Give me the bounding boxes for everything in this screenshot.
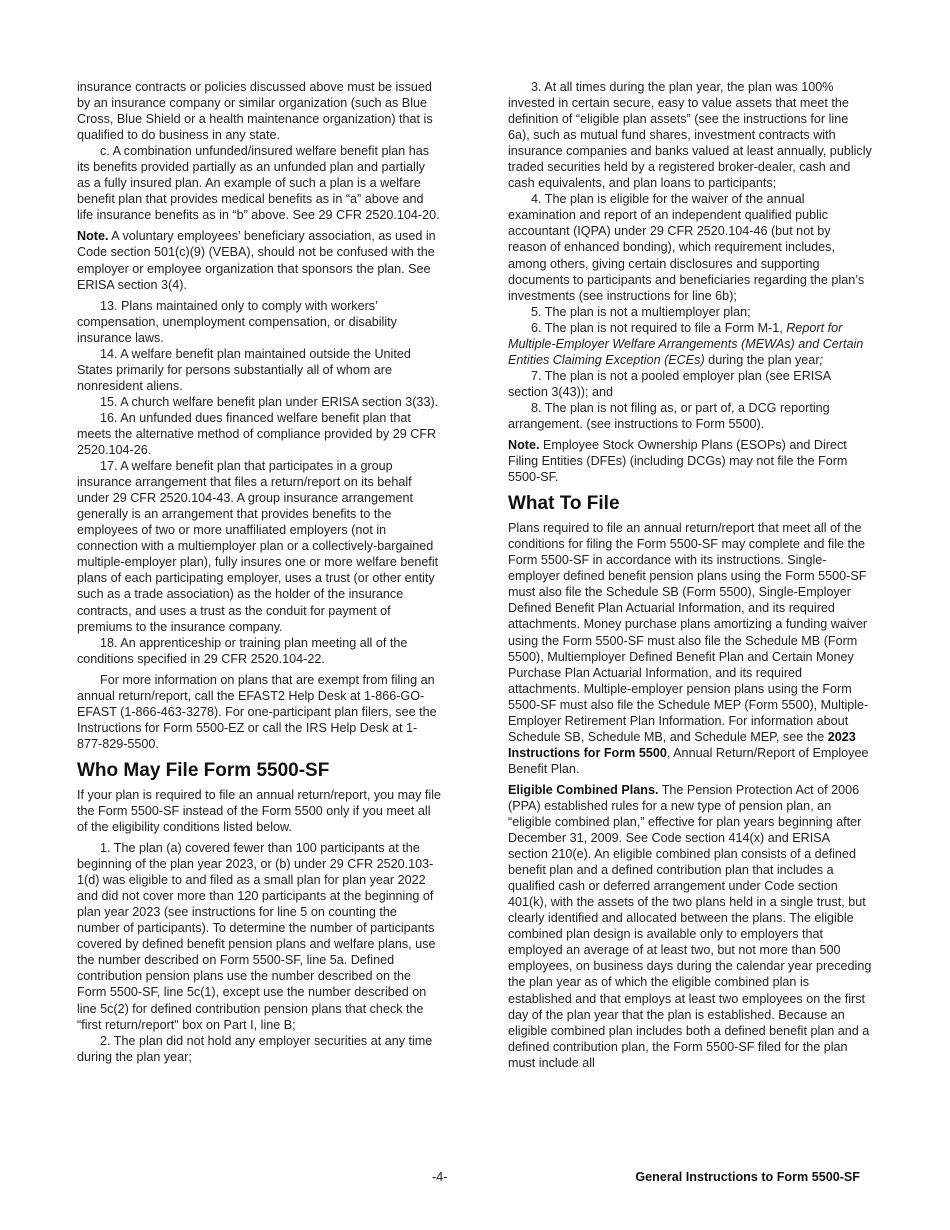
condition-6 bbox=[508, 320, 872, 368]
form-m1-title: Report for Multiple-Employer Welfare Arrangements (MEWAs) and Certain Entities Claiming Exception (ECEs) bbox=[508, 320, 864, 367]
item-14: 14. A welfare benefit plan maintained outside the United States primarily for persons substantially all of whom are nonresident aliens. bbox=[77, 346, 411, 393]
paragraph-more-info: For more information on plans that are exempt from filing an annual return/report, call the EFAST2 Help Desk at 1-866-GO-EFAST (1-866-463-3278). For one-participant plan filers, see the Instructions for Form 5500-EZ or call the IRS Help Desk at 1-877-829-5500. bbox=[77, 672, 437, 751]
eligible-combined-plans-label: Eligible Combined Plans. bbox=[508, 782, 659, 797]
item-16: 16. An unfunded dues financed welfare benefit plan that meets the alternative method of compliance provided by 29 CFR 2520.104-26. bbox=[77, 410, 437, 458]
condition-6-end: during the plan year bbox=[704, 352, 820, 367]
item-17: 17. A welfare benefit plan that participates in a group insurance arrangement that files a return/report on its behalf under 29 CFR 2520.104-43. A group insurance arrangement generally is an arrangement that provides benefits to the employees of two or more unaffiliated employers (not in connection with a multiemployer plan or a collectively-bargained multiple-employer plan), fully insures one or more welfare benefit plans of each participating employer, uses a trust (or other entity such as a trade association) as the holder of the insurance contracts, and uses a trust as the conduit for payment of premiums to the insurance company. bbox=[77, 459, 439, 634]
heading-what-to-file: What To File bbox=[508, 493, 620, 515]
paragraph-what-to-file bbox=[508, 520, 872, 777]
condition-4: 4. The plan is eligible for the waiver of the annual examination and report of an independent qualified public accountant (IQPA) under 29 CFR 2520.104-46 (but not by reason of enhanced bonding), which requirement includes, among others, giving certain disclosures and supporting documents to participants and beneficiaries regarding the plan’s investments (see instructions for line 6b); bbox=[508, 192, 865, 303]
item-13: 13. Plans maintained only to comply with workers’ compensation, unemployment compensation, or disability insurance laws. bbox=[77, 298, 397, 345]
condition-5: 5. The plan is not a multiemployer plan; bbox=[531, 304, 751, 319]
note-esop bbox=[508, 437, 872, 485]
paragraph-eligible-combined-plans bbox=[508, 782, 872, 1071]
what-to-file-end: , Annual Return/Report of Employee Benefit Plan. bbox=[508, 745, 869, 776]
heading-who-may-file: Who May File Form 5500-SF bbox=[77, 759, 330, 781]
condition-1: 1. The plan (a) covered fewer than 100 participants at the beginning of the plan year 2023, or (b) under 29 CFR 2520.103-1(d) was eligible to and filed as a small plan for plan year 2022 and did not cover more than 120 participants at the beginning of plan year 2023 (see instructions for line 5 on counting the number of participants). To determine the number of participants covered by defined benefit pension plans and welfare plans, use the number described on Form 5500-SF, line 5a. Defined contribution pension plans use the number described on the Form 5500-SF, line 5c(1), except use the number described on line 5c(2) for defined contribution pension plans that check the “first return/report" box on Part I, line B; bbox=[77, 841, 436, 1032]
paragraph-insurance-contracts: insurance contracts or policies discussed above must be issued by an insurance company or similar organization (such as Blue Cross, Blue Shield or a health maintenance organization) that is qualified to do business in any state. bbox=[77, 80, 433, 143]
what-to-file-text: Plans required to file an annual return/report that meet all of the conditions for filing the Form 5500-SF may complete and file the Form 5500-SF in accordance with its instructions. Single-employer defined benefit pension plans using the Form 5500-SF must also file the Schedule SB (Form 5500), Single-Employer Defined Benefit Plan Actuarial Information, and its required attachments. Money purchase plans amortizing a funding waiver using the Form 5500-SF must also file the Schedule MB (Form 5500), Multiemployer Defined Benefit Plan and Certain Money Purchase Plan Actuarial Information, and its required attachments. Multiple-employer pension plans using the Form 5500-SF must also file the Schedule MEP (Form 5500), Multiple-Employer Retirement Plan Information. bbox=[508, 521, 869, 728]
paragraph-combination-plan: c. A combination unfunded/insured welfare benefit plan has its benefits provided partially as an unfunded plan and partially as a fully insured plan. An example of such a plan is a welfare benefit plan that provides medical benefits as in “a” above and life insurance benefits as in “b” above. See 29 CFR 2520.104-20. bbox=[77, 144, 440, 223]
footer-title: General Instructions to Form 5500-SF bbox=[635, 1170, 860, 1184]
note-text: Employee Stock Ownership Plans (ESOPs) and Direct Filing Entities (DFEs) (including DCGs) may not file the Form 5500-SF. bbox=[508, 438, 848, 485]
item-18: 18. An apprenticeship or training plan meeting all of the conditions specified in 29 CFR 2520.104-22. bbox=[77, 635, 408, 666]
condition-2: 2. The plan did not hold any employer securities at any time during the plan year; bbox=[77, 1033, 433, 1064]
instructions-reference: 2023 Instructions for Form 5500 bbox=[508, 729, 856, 760]
paragraph-eligibility-intro: If your plan is required to file an annual return/report, you may file the Form 5500-SF instead of the Form 5500 only if you meet all of the eligibility conditions listed below. bbox=[77, 787, 442, 835]
condition-7: 7. The plan is not a pooled employer plan (see ERISA section 3(43)); and bbox=[508, 368, 831, 399]
right-column bbox=[508, 79, 872, 1071]
condition-6-start: 6. The plan is not required to file a Form M-1, bbox=[531, 320, 787, 335]
condition-8: 8. The plan is not filing as, or part of, a DCG reporting arrangement. (see instructions to Form 5500). bbox=[508, 400, 830, 431]
note-veba bbox=[77, 228, 441, 292]
condition-3: 3. At all times during the plan year, the plan was 100% invested in certain secure, easy to value assets that meet the definition of “eligible plan assets” (see the instructions for line 6a), such as mutual fund shares, investment contracts with insurance companies and banks valued at least annually, publicly traded securities held by a registered broker-dealer, cash and cash equivalents, and plan loans to participants; bbox=[508, 80, 872, 191]
note-text: A voluntary employees’ beneficiary association, as used in Code section 501(c)(9) (VEBA), should not be confused with the employer or employee organization that sponsors the plan. See ERISA section 3(4). bbox=[77, 229, 436, 292]
eligible-combined-plans-text: The Pension Protection Act of 2006 (PPA) established rules for a new type of pension plan, an “eligible combined plan,” effective for plan years beginning after December 31, 2009. See Code section 414(x) and ERISA section 210(e). An eligible combined plan consists of a defined benefit plan and a defined contribution plan that includes a qualified cash or deferred arrangement under Code section 401(k), with the assets of the two plans held in a single trust, but clearly identified and allocated between the plans. The eligible combined plan design is available only to employers that employed an average of at least two, but not more than 500 employees, on business days during the calendar year preceding the plan year as of which the eligible combined plan is established and that employs at least two employees on the first day of the plan year that the plan is established. Because an eligible combined plan includes both a defined benefit plan and a defined contribution plan, the Form 5500-SF filed for the plan must include all bbox=[508, 782, 872, 1070]
what-to-file-see: For information about Schedule SB, Schedule MB, and Schedule MEP, see the bbox=[508, 713, 849, 744]
left-column bbox=[77, 79, 441, 1065]
item-15: 15. A church welfare benefit plan under ERISA section 3(33). bbox=[100, 394, 439, 409]
page-number: -4- bbox=[432, 1170, 448, 1184]
note-label: Note. bbox=[508, 438, 540, 453]
condition-6-semicolon: ; bbox=[819, 352, 824, 367]
note-label: Note. bbox=[77, 229, 109, 244]
